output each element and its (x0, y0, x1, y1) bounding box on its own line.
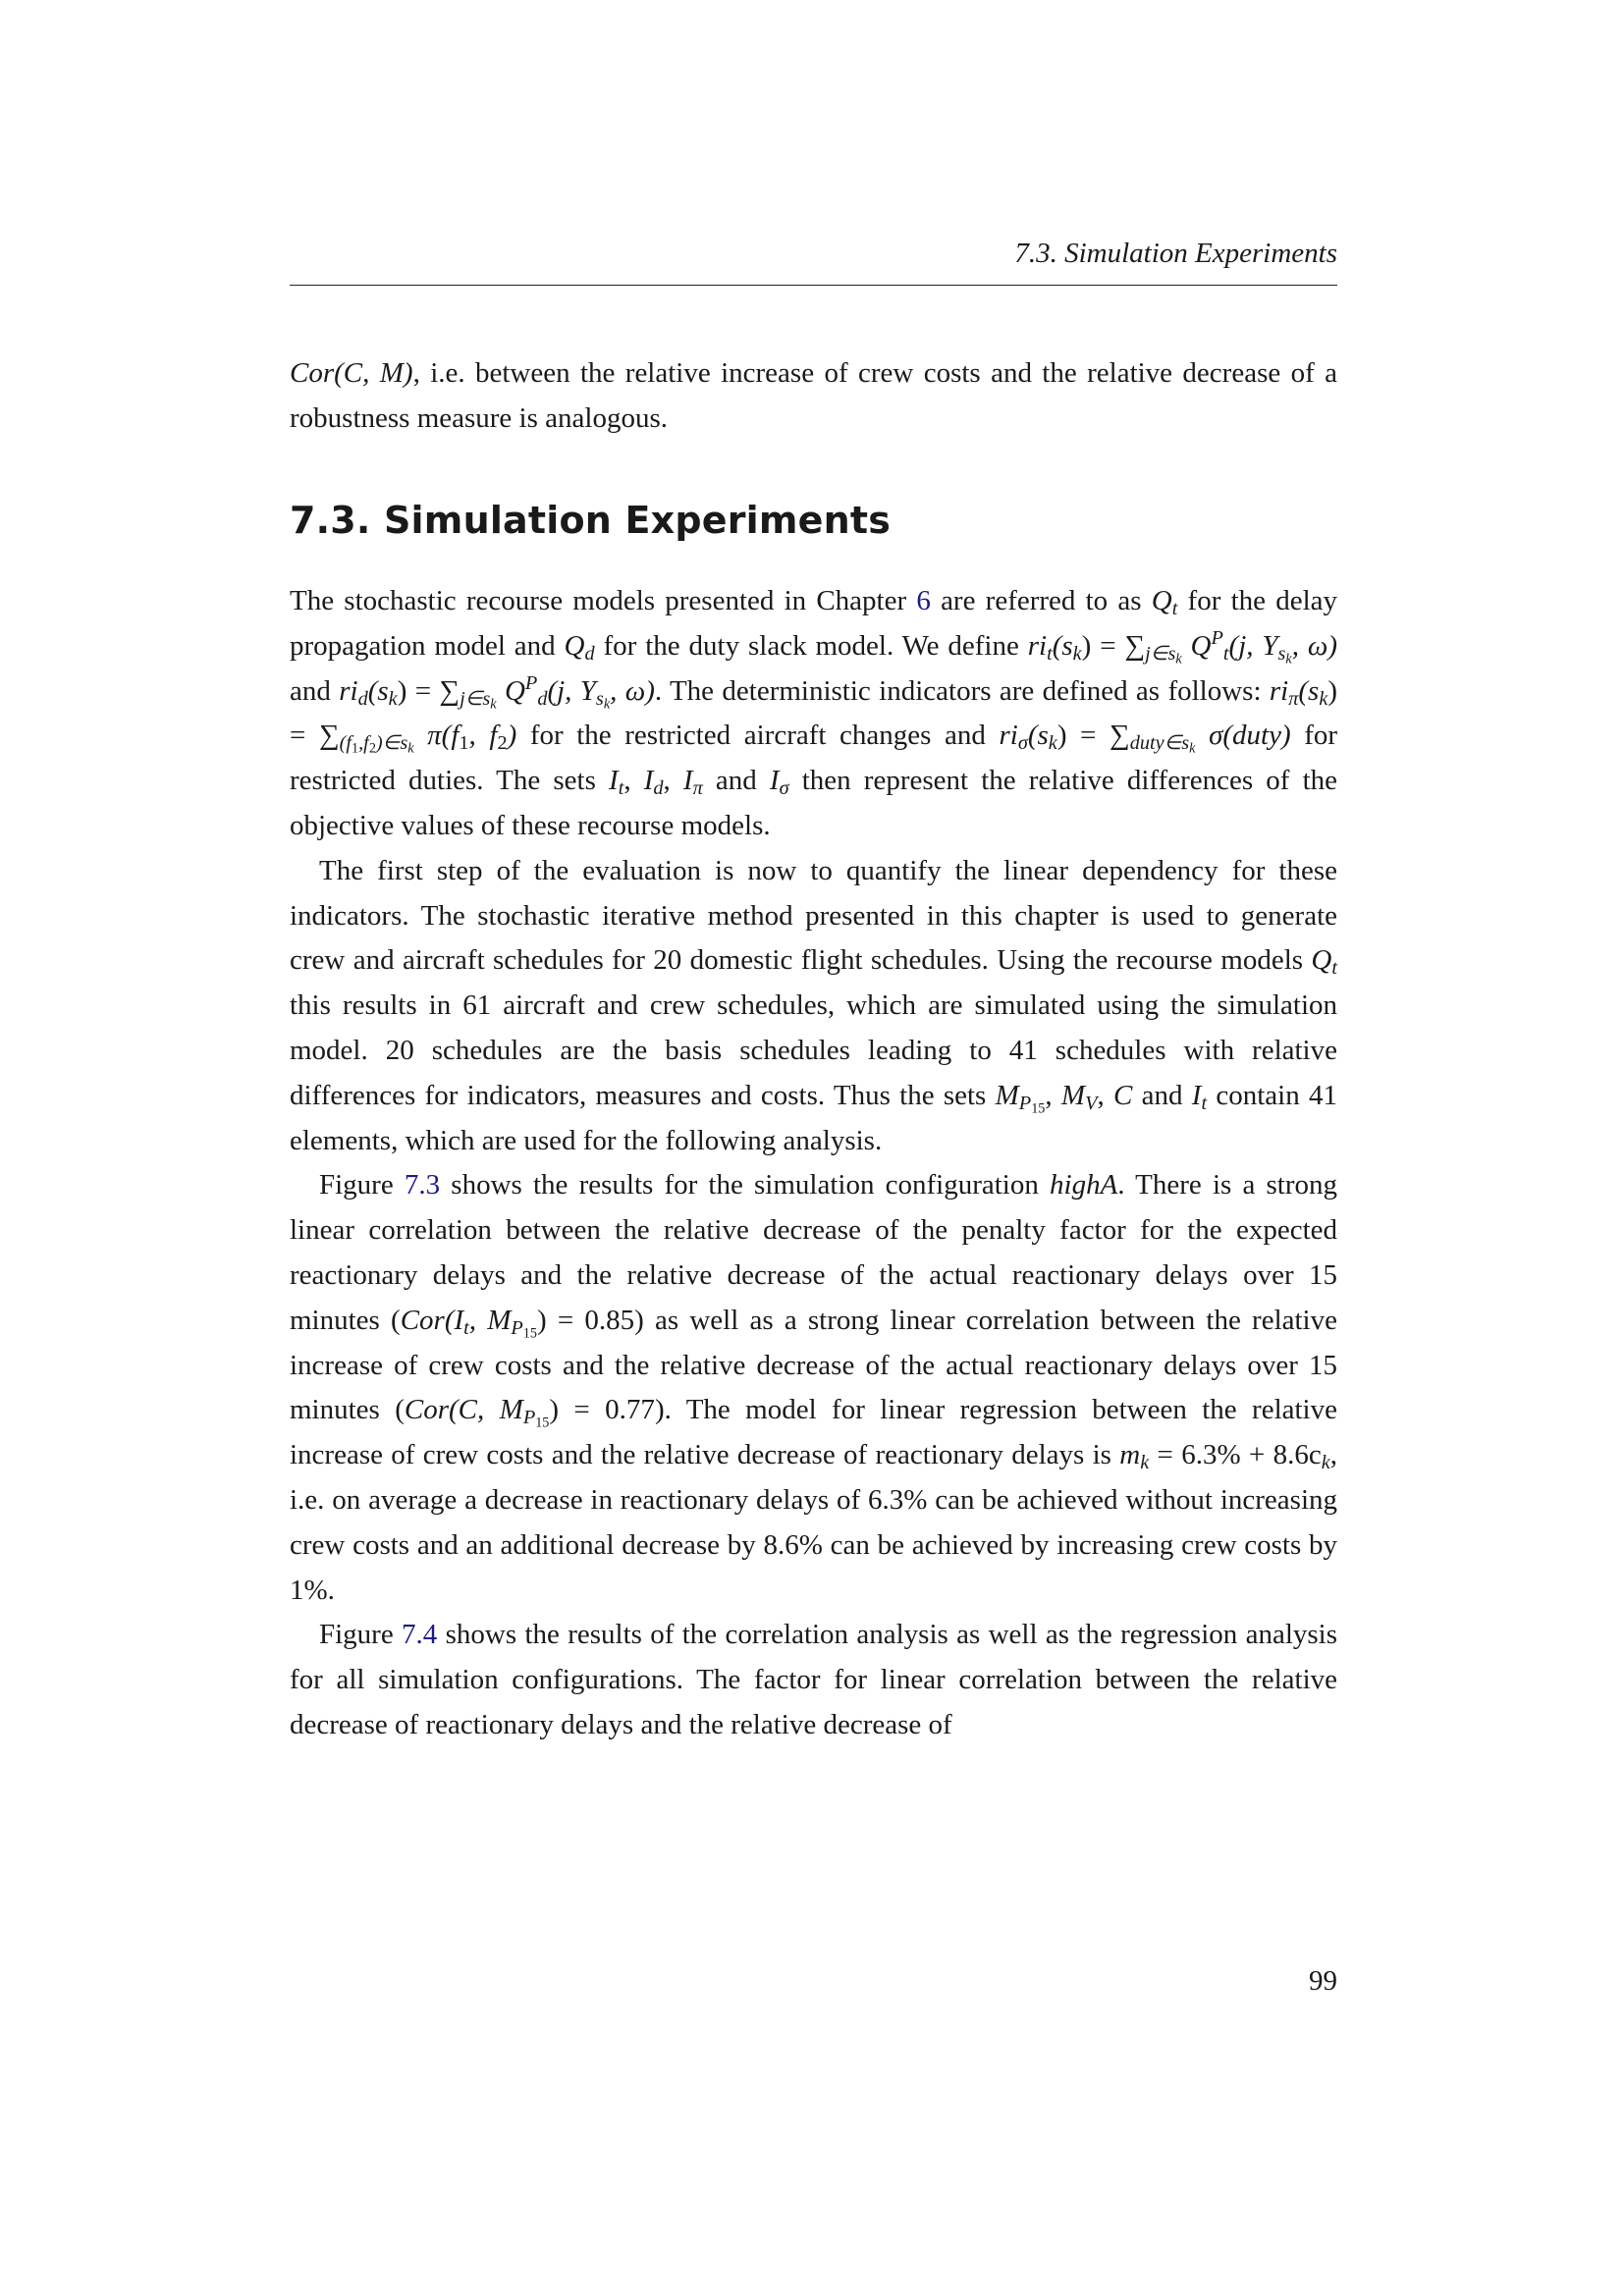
intro-text (290, 351, 1337, 442)
section-body (290, 579, 1337, 1748)
intro-paragraph: Cor(C, M), i.e. between the relative increase of crew costs and the relative decrease of a robustness measure is analogous. (290, 357, 1337, 434)
section-heading: 7.3. Simulation Experiments (290, 499, 892, 542)
paragraph-figure-7-3: Figure 7.3 shows the results for the simulation configuration highA. There is a strong linear correlation between the relative decrease of the penalty factor for the expected reactionary delays and the relative decrease of the actual reactionary delays over 15 minutes ($Cor(I_t$, $M_{P_{15}}) = 0.85$) as well as a strong linear correlation between the relative increase of crew costs and the relative decrease of the actual reactionary delays over 15 minutes (Cor(C, $M_{P_{15}}) = 0.77$). The model for linear regression between the relative increase of crew costs and the relative decrease of reactionary delays is $m_k = 6.3\% + 8.6c_k$, i.e. on average a decrease in reactionary delays of 6.3% can be achieved without increasing crew costs and an additional decrease by 8.6% can be achieved by increasing crew costs by 1%. (290, 1169, 1338, 1606)
chapter-6-link[interactable]: 6 (916, 585, 931, 616)
paragraph-recourse-models: The stochastic recourse models presented in Chapter 6 are referred to as $Q_t$ for the delay propagation model and $Q_d$ for the duty slack model. We define $ri_t(s_k) = \sum_{j\in s_k}$ $Q^P_t(j$, $Y_{s_k}$, ω) and $ri_d(s_k) = \sum_{j\in s_k}$ $Q^P_d(j$, $Y_{s_k}$, ω). The deterministic indicators are defined as follows: $ri_\pi(s_k) = \sum_{(f_1,f_2)\in s_k}$ $\pi(f_1$, $f_2$) for the restricted aircraft changes and $ri_\sigma(s_k) = \sum_{duty\in s_k}$ σ(duty) for restricted duties. The sets $I_t$, $I_d$, $I_\pi$ and $I_\sigma$ then represent the relative differences of the objective values of these recourse models. (290, 585, 1338, 841)
figure-7-3-link[interactable]: 7.3 (404, 1169, 441, 1201)
paragraph-evaluation: The first step of the evaluation is now to quantify the linear dependency for these indicators. The stochastic iterative method presented in this chapter is used to generate crew and aircraft schedules for 20 domestic flight schedules. Using the recourse models $Q_t$ this results in 61 aircraft and crew schedules, which are simulated using the simulation model. 20 schedules are the basis schedules leading to 41 schedules with relative differences for indicators, measures and costs. Thus the sets $M_{P_{15}}$, $M_V$, C and $I_t$ contain 41 elements, which are used for the following analysis. (290, 854, 1338, 1156)
math-cor-cm: Cor(C, M) (290, 357, 413, 389)
running-header (290, 236, 1337, 286)
paragraph-figure-7-4: Figure 7.4 shows the results of the correlation analysis as well as the regression analysis for all simulation configurations. The factor for linear correlation between the relative decrease of reactionary delays and the relative decrease of (290, 1619, 1338, 1740)
running-title: 7.3. Simulation Experiments (1014, 238, 1337, 269)
page-number: 99 (1309, 1965, 1337, 1997)
figure-7-4-link[interactable]: 7.4 (402, 1619, 438, 1651)
